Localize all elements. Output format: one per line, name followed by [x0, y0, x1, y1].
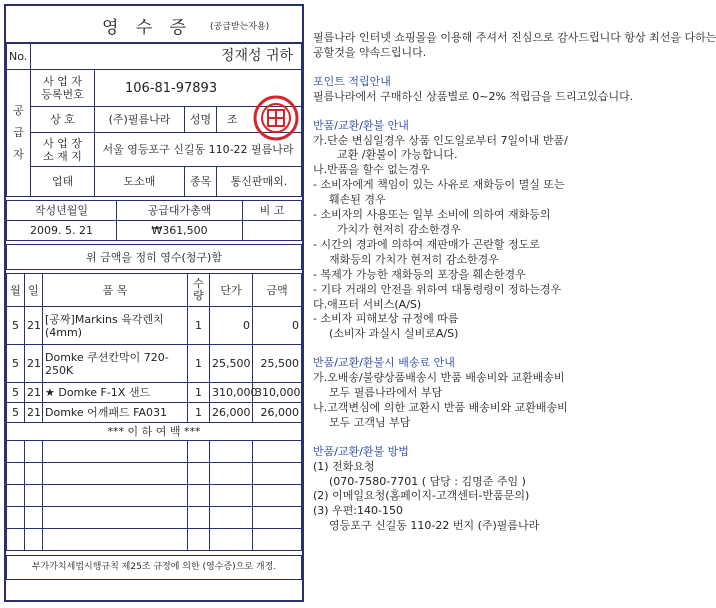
table-row	[7, 485, 302, 507]
section-heading: 반품/교환/환불 안내	[313, 118, 409, 132]
address: 서울 영등포구 신길동 110-22 필름나라	[95, 133, 302, 167]
item-day: 21	[25, 403, 43, 423]
item-price: 26,000	[210, 403, 253, 423]
item-price: 25,500	[210, 345, 253, 383]
info-line: 모두 고객님 부담	[329, 415, 411, 429]
table-row	[7, 529, 302, 551]
date-label: 작성년월일	[7, 201, 117, 221]
info-line: (소비자 과실시 실비로A/S)	[329, 327, 459, 341]
info-line: 교환 /환불이 가능합니다.	[337, 148, 458, 162]
receipt-subtitle: (공급받는자용)	[210, 22, 270, 32]
info-line: - 기타 거래의 안전을 위하여 대통령령이 정하는경우	[313, 282, 562, 296]
biz-reg-label: 사 업 자 등록번호	[31, 70, 95, 107]
note-label: 비 고	[243, 201, 302, 221]
info-line: 필름나라 인터넷 쇼핑몰을 이용해 주셔서 진심으로 감사드립니다 항상 최선을 다하는	[313, 31, 716, 44]
item-amount: 310,000	[253, 383, 302, 403]
item-amount: 0	[253, 307, 302, 345]
col-qty: 수 량	[188, 274, 210, 307]
info-line: 재화등의 가치가 현저히 감소한경우	[329, 252, 499, 266]
biz-reg-no: 106-81-97893	[95, 70, 302, 107]
info-line: 가치가 현저히 감소한경우	[337, 222, 461, 236]
company-seal-icon	[251, 94, 301, 142]
name-label: 성명	[185, 107, 217, 133]
no-label: No.	[7, 44, 31, 70]
info-line: (070-7580-7701 ( 담당 : 김명준 주임 )	[329, 474, 526, 488]
item-amount: 26,000	[253, 403, 302, 423]
address-label: 사 업 장 소 재 지	[31, 133, 95, 167]
item-day: 21	[25, 383, 43, 403]
item-qty: 1	[188, 307, 210, 345]
info-line: (3) 우편:140-150	[313, 504, 403, 518]
info-line: 훼손된 경우	[329, 193, 386, 207]
info-line: - 소비자 피해보상 규정에 따름	[313, 312, 459, 326]
item-label: 종목	[185, 167, 217, 197]
date-value: 2009. 5. 21	[7, 221, 117, 241]
info-line: (2) 이메일요청(홈페이지-고객센터-반품문의)	[313, 489, 530, 503]
info-panel	[313, 0, 716, 534]
item-qty: 1	[188, 345, 210, 383]
received-table	[6, 244, 302, 270]
col-price: 단가	[210, 274, 253, 307]
company-name: (주)필름나라	[95, 107, 185, 133]
item-month: 5	[7, 403, 25, 423]
item-qty: 1	[188, 383, 210, 403]
receipt-header	[6, 6, 302, 43]
item-qty: 1	[188, 403, 210, 423]
table-row	[7, 441, 302, 463]
footer-table	[6, 555, 302, 580]
end-text: *** 이 하 여 백 ***	[7, 423, 302, 441]
item-month: 5	[7, 307, 25, 345]
total-value: ₩361,500	[117, 221, 243, 241]
col-amount: 금액	[253, 274, 302, 307]
summary-table	[6, 200, 302, 241]
receipt-title: 영 수 증	[102, 18, 193, 38]
table-row	[7, 403, 302, 423]
info-line: 가.오배송/불량상품배송시 반품 배송비와 교환배송비	[313, 371, 565, 385]
name-value: 조	[217, 107, 302, 133]
received-text: 위 금액을 정히 영수(청구)함	[7, 245, 302, 270]
item-name: Domke 쿠션칸막이 720-250K	[43, 345, 188, 383]
note-value	[243, 221, 302, 241]
col-item: 품 목	[43, 274, 188, 307]
items-table	[6, 273, 302, 551]
item-month: 5	[7, 383, 25, 403]
item-month: 5	[7, 345, 25, 383]
type-label: 업태	[31, 167, 95, 197]
table-row	[7, 345, 302, 383]
supplier-label: 공 급 자	[7, 70, 31, 197]
table-row	[7, 383, 302, 403]
col-day: 일	[25, 274, 43, 307]
info-line: 모두 필름나라에서 부담	[329, 386, 443, 400]
info-line: 나.반품을 할수 없는경우	[313, 163, 430, 177]
info-line: - 소비자에게 책임이 있는 사유로 재화등이 멸실 또는	[313, 178, 565, 192]
item-name: Domke 어깨패드 FA031	[43, 403, 188, 423]
table-row	[7, 463, 302, 485]
info-line: 다.애프터 서비스(A/S)	[313, 297, 422, 311]
col-month: 월	[7, 274, 25, 307]
type-value: 도소매	[95, 167, 185, 197]
info-line: 가.단순 변심일경우 상품 인도일로부터 7일이내 반품/	[313, 133, 568, 147]
item-day: 21	[25, 307, 43, 345]
section-heading: 반품/교환/환불시 배송료 안내	[313, 356, 455, 370]
item-day: 21	[25, 345, 43, 383]
table-row	[7, 507, 302, 529]
info-line: (1) 전화요청	[313, 459, 375, 473]
info-line: - 시간의 경과에 의하여 재판매가 곤란할 정도로	[313, 237, 540, 251]
customer-name: 정재성 귀하	[31, 44, 302, 70]
receipt	[4, 4, 304, 602]
item-price: 0	[210, 307, 253, 345]
item-price: 310,000	[210, 383, 253, 403]
info-line: 나.고객변심에 의한 교환시 반품 배송비와 교환배송비	[313, 400, 568, 414]
section-heading: 반품/교환/환불 방법	[313, 444, 409, 458]
total-label: 공급대가총액	[117, 201, 243, 221]
table-row	[7, 307, 302, 345]
item-value: 통신판매외.	[217, 167, 302, 197]
info-line: - 복제가 가능한 재화등의 포장을 훼손한경우	[313, 267, 526, 281]
item-name: [공짜]Markins 육각렌치(4mm)	[43, 307, 188, 345]
info-line: 필름나라에서 구매하신 상품별로 0~2% 적립금을 드리고있습니다.	[313, 89, 634, 103]
section-heading: 포인트 적립안내	[313, 74, 391, 88]
info-line: - 소비자의 사용또는 일부 소비에 의하여 재화등의	[313, 208, 551, 222]
item-amount: 25,500	[253, 345, 302, 383]
item-name: ★ Domke F-1X 샌드	[43, 383, 188, 403]
company-label: 상 호	[31, 107, 95, 133]
info-line: 영등포구 신길동 110-22 번지 (주)필름나라	[329, 519, 540, 533]
info-line: 공할것을 약속드립니다.	[313, 45, 427, 59]
receipt-footer: 부가가치세법시행규칙 제25조 규정에 의한 (영수증)으로 개정.	[7, 556, 302, 580]
